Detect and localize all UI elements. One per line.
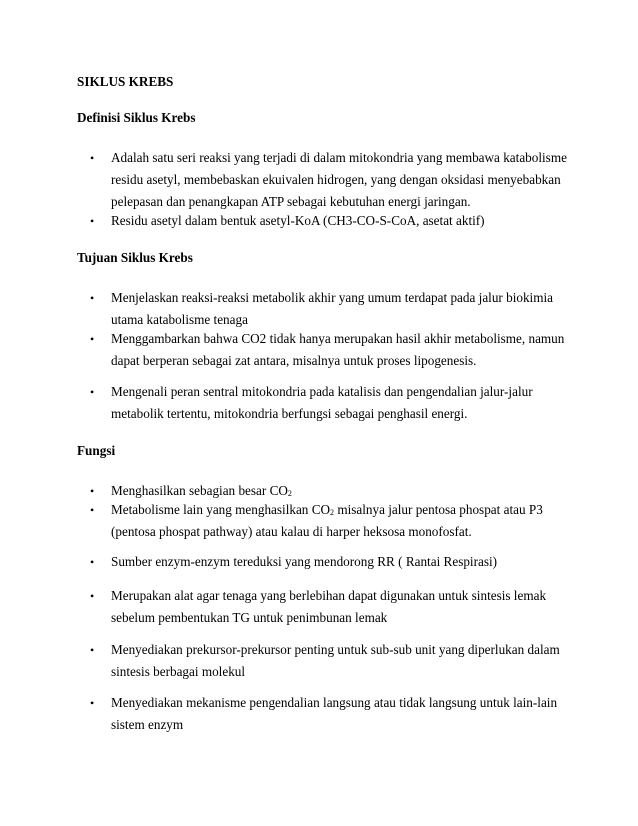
bullet-icon: • — [90, 503, 95, 517]
definisi-item-1-line-1: Adalah satu seri reaksi yang terjadi di dalam mitokondria yang membawa katabolisme — [111, 150, 567, 165]
fungsi-item-4-line-2: sebelum pembentukan TG untuk penimbunan lemak — [111, 610, 388, 625]
tujuan-item-1-line-1: Menjelaskan reaksi-reaksi metabolik akhir yang umum terdapat pada jalur biokimia — [111, 290, 554, 305]
section-heading-definisi: Definisi Siklus Krebs — [77, 110, 196, 125]
bullet-icon: • — [90, 214, 95, 228]
bullet-icon: • — [90, 332, 95, 346]
bullet-icon: • — [90, 696, 95, 710]
tujuan-item-2-line-1: Menggambarkan bahwa CO2 tidak hanya merupakan hasil akhir metabolisme, namun — [111, 331, 565, 346]
fungsi-item-6-line-1: Menyediakan mekanisme pengendalian langsung atau tidak langsung untuk lain-lain — [111, 695, 558, 710]
definisi-item-1-line-2: residu asetyl, membebaskan ekuivalen hidrogen, yang dengan oksidasi menyebabkan — [111, 172, 561, 187]
tujuan-item-1-line-2: utama katabolisme tenaga — [111, 312, 248, 327]
definisi-item-2-line-1: Residu asetyl dalam bentuk asetyl-KoA (CH3-CO-S-CoA, asetat aktif) — [111, 213, 485, 228]
bullet-icon: • — [90, 643, 95, 657]
definisi-item-1-line-3: pelepasan dan penangkapan ATP sebagai kebutuhan energi jaringan. — [111, 194, 471, 209]
section-heading-fungsi: Fungsi — [77, 443, 116, 458]
fungsi-item-5-line-1: Menyediakan prekursor-prekursor penting untuk sub-sub unit yang diperlukan dalam — [111, 642, 560, 657]
bullet-icon: • — [90, 589, 95, 603]
tujuan-item-2-line-2: dapat berperan sebagai zat antara, misalnya untuk proses lipogenesis. — [111, 353, 477, 368]
bullet-icon: • — [90, 385, 95, 399]
section-heading-tujuan: Tujuan Siklus Krebs — [77, 250, 193, 265]
tujuan-item-3-line-1: Mengenali peran sentral mitokondria pada katalisis dan pengendalian jalur-jalur — [111, 384, 533, 399]
fungsi-item-5-line-2: sintesis berbagai molekul — [111, 664, 246, 679]
fungsi-item-2-line-1: Metabolisme lain yang menghasilkan $CO_2$ misalnya jalur pentosa phospat atau P3 — [111, 502, 543, 517]
bullet-icon: • — [90, 555, 95, 569]
fungsi-item-4-line-1: Merupakan alat agar tenaga yang berlebihan dapat digunakan untuk sintesis lemak — [111, 588, 547, 603]
bullet-icon: • — [90, 151, 95, 165]
fungsi-item-1-line-1: Menghasilkan sebagian besar $CO_2$ — [111, 483, 292, 498]
bullet-icon: • — [90, 291, 95, 305]
document-title: SIKLUS KREBS — [77, 74, 174, 89]
fungsi-item-2-line-2: (pentosa phospat pathway) atau kalau di harper heksosa monofosfat. — [111, 524, 472, 539]
tujuan-item-3-line-2: metabolik tertentu, mitokondria berfungsi sebagai penghasil energi. — [111, 406, 468, 421]
bullet-icon: • — [90, 484, 95, 498]
fungsi-item-3-line-1: Sumber enzym-enzym tereduksi yang mendorong RR ( Rantai Respirasi) — [111, 554, 498, 569]
fungsi-item-6-line-2: sistem enzym — [111, 717, 184, 732]
